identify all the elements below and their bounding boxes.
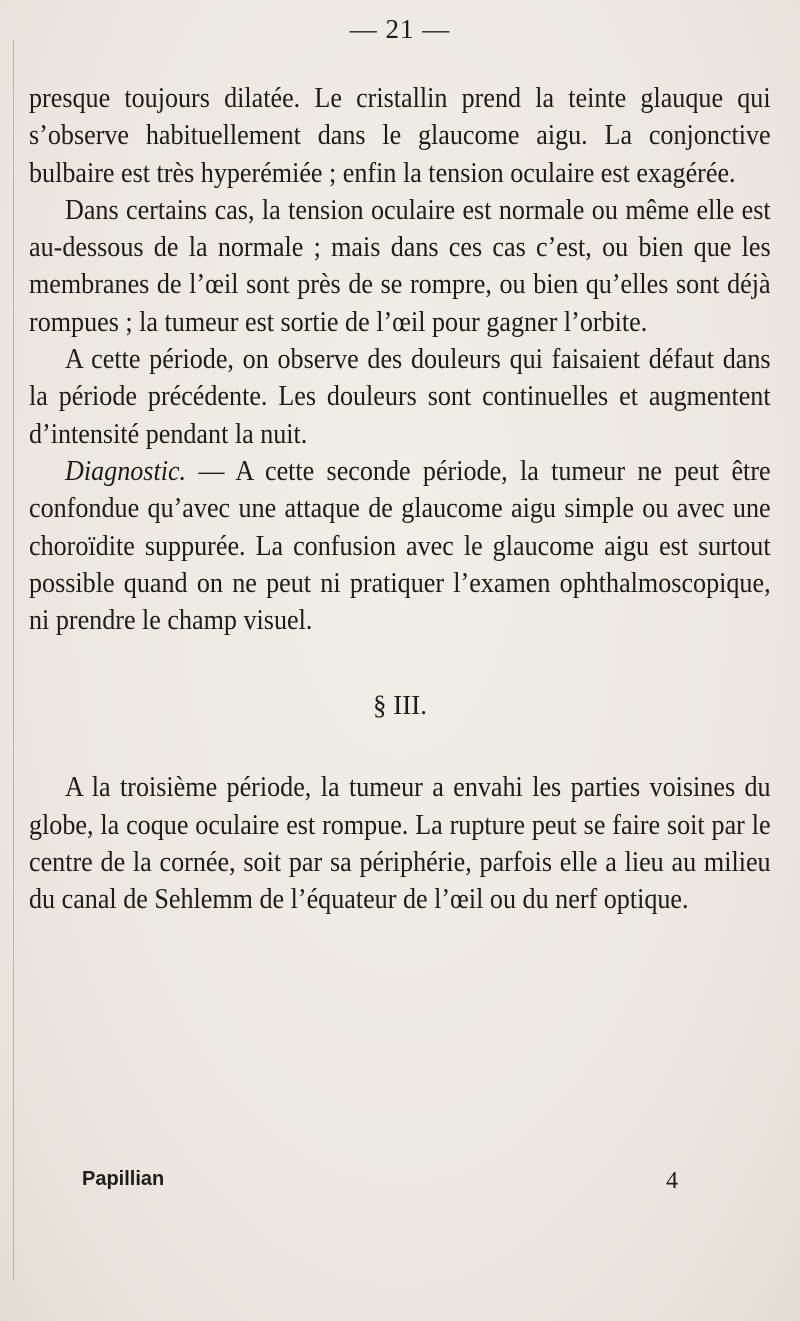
paragraph-continuation: presque toujours dilatée. Le cristallin prend la teinte glauque qui s’observe habituellement dans le glaucome aigu. La conjonctive bulbaire est très hyperémiée ; enfin la tension oculaire est exagérée. [29,82,771,189]
diagnostic-label: Diagnostic. [65,454,187,487]
body-text [29,80,771,919]
binding-edge-line [13,40,14,1280]
footer-author: Papillian [82,1168,165,1190]
paragraph-third-period: A la troisième période, la tumeur a envahi les parties voisines du globe, la coque oculaire est rompue. La rupture peut se faire soit par le centre de la cornée, soit par sa périphérie, parfois elle a lieu au milieu du canal de Sehlemm de l’équateur de l’œil ou du nerf optique. [29,771,771,916]
paragraph-douleurs: A cette période, on observe des douleurs qui faisaient défaut dans la période précédente. Les douleurs sont continuelles et augmentent d’intensité pendant la nuit. [29,343,771,450]
diagnostic-text: — A cette seconde période, la tumeur ne peut être confondue qu’avec une attaque de glaucome aigu simple ou avec une choroïdite suppurée. La confusion avec le glaucome aigu est surtout possible quand on ne peut ni pratiquer l’examen ophthalmoscopique, ni prendre le champ visuel. [29,454,771,637]
paragraph-tension: Dans certains cas, la tension oculaire est normale ou même elle est au-dessous de la normale ; mais dans ces cas c’est, ou bien que les membranes de l’œil sont près de se rompre, ou bien qu’elles sont déjà rompues ; la tumeur est sortie de l’œil pour gagner l’orbite. [29,193,771,338]
section-heading: § III. [373,690,427,721]
signature-mark: 4 [666,1168,678,1194]
paragraph-diagnostic [29,453,771,639]
page-number: — 21 — [349,14,451,44]
